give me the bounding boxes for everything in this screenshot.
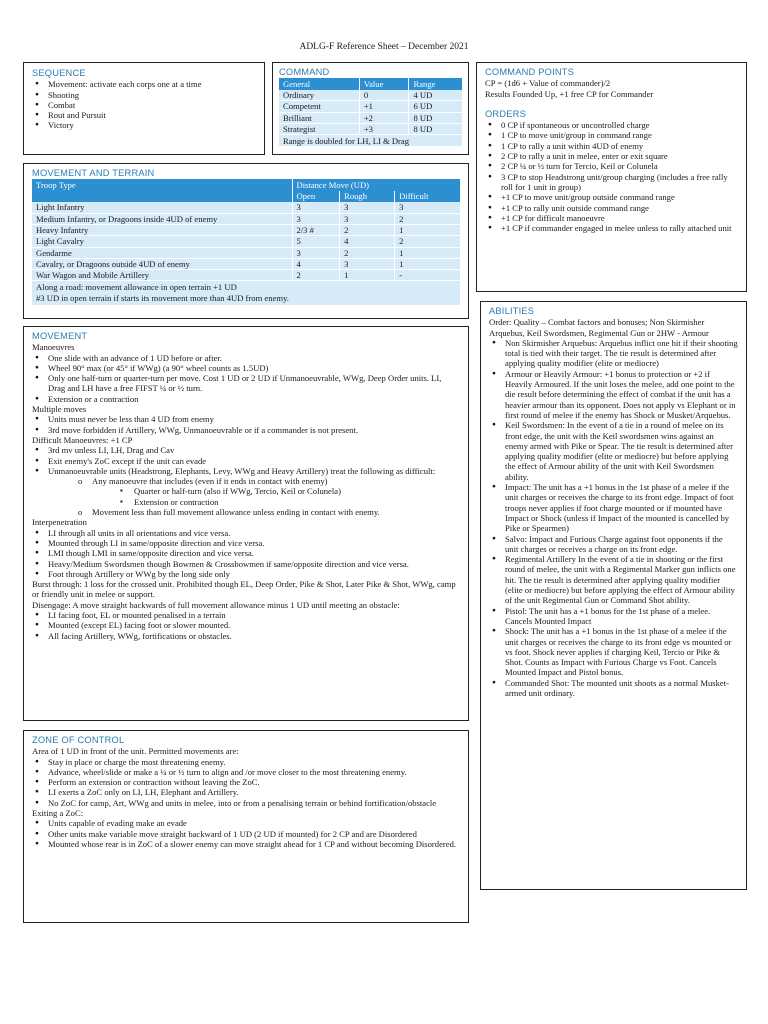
table-cell: 2 — [340, 247, 395, 258]
table-cell: 3 — [395, 202, 460, 213]
table-cell: 2 — [395, 213, 460, 224]
table-cell: Ordinary — [279, 90, 359, 101]
list-item: ▪ Extension or contraction — [120, 497, 460, 507]
table-cell: Brilliant — [279, 112, 359, 123]
command-col-general: General — [279, 78, 359, 89]
list-item: ● 2 CP ¼ or ½ turn for Tercio, Keil or Colunela — [485, 161, 738, 171]
table-row — [279, 123, 462, 134]
movement-panel — [23, 326, 469, 721]
col-difficult: Difficult — [395, 191, 460, 202]
command-col-range: Range — [409, 78, 462, 89]
command-panel — [272, 62, 469, 155]
list-item: ● Mounted through LI in same/opposite direction and vice versa. — [32, 538, 460, 548]
disengage-text: Disengage: A move straight backwards of full movement allowance minus 1 UD until meeting an obstacle: — [32, 599, 400, 610]
abilities-list — [489, 338, 738, 698]
list-item: ● +1 CP to move unit/group outside command range — [485, 192, 738, 202]
table-row — [32, 247, 460, 258]
list-item: ● LI exerts a ZoC only on LI, LH, Elephant and Artillery. — [32, 787, 460, 797]
list-item — [78, 476, 460, 507]
abilities-panel — [480, 301, 747, 890]
table-cell: Medium Infantry, or Dragoons inside 4UD of enemy — [32, 213, 292, 224]
table-row — [32, 202, 460, 213]
manoeuvres-title: Manoeuvres — [32, 342, 75, 353]
troop-type-header: Troop Type — [32, 179, 292, 190]
list-item: ● Wheel 90° max (or 45° if WWg) (a 90° wheel counts as 1.5UD) — [32, 363, 460, 373]
list-item: ● 1 CP to rally a unit within 4UD of enemy — [485, 141, 738, 151]
difficult-manoeuvres-title: Difficult Manoeuvres: +1 CP — [32, 434, 133, 445]
list-item: ● 3rd mv unless LI, LH, Drag and Cav — [32, 445, 460, 455]
list-item: ● Non Skirmisher Arquebus: Arquebus inflict one hit if their shooting total is tied with their target. The tie result is determined after applying quality modifier (elite or mediocre) — [489, 338, 738, 369]
table-cell: 2 — [340, 224, 395, 235]
table-row — [32, 213, 460, 224]
movement-terrain-table — [32, 179, 460, 305]
list-item: ● Other units make variable move straight backward of 1 UD (2 UD if mounted) for 2 CP and are Disordered — [32, 829, 460, 839]
zoc-list — [32, 757, 460, 808]
table-cell: 2 — [395, 236, 460, 247]
list-item: ● Stay in place or charge the most threatening enemy. — [32, 757, 460, 767]
table-cell: Light Cavalry — [32, 236, 292, 247]
list-item: ● Mounted (except EL) facing foot or slower mounted. — [32, 620, 460, 630]
sub-sub-list — [120, 486, 460, 507]
list-item: ● 0 CP if spontaneous or uncontrolled charge — [485, 120, 738, 130]
table-cell: 2 — [292, 270, 340, 281]
list-item: ● Armour or Heavily Armour: +1 bonus to protection or +2 if Heavily Armoured. If the unit loses the melee, add one point to the die result before determining the effect of combat if the unit has a heavier armour than its opponent. Does not apply vs Elephant or in first round of melee if the enemy has Shock or Musket/Arquebus. — [489, 369, 738, 420]
list-item: ● Shock: The unit has a +1 bonus in the 1st phase of a melee if the unit charges or receives the charge to its front edge vs mounted or vs foot. Shock never applies if charging Keil, Tercio or Pike & Shot. Counts as Impact with Furious Charge vs Foot. Cancels Mounted Impact and Pistol bonus. — [489, 626, 738, 677]
list-item: ▪ Quarter or half-turn (also if WWg, Tercio, Keil or Colunela) — [120, 486, 460, 496]
list-item: ● One slide with an advance of 1 UD before or after. — [32, 353, 460, 363]
table-cell: 3 — [340, 202, 395, 213]
sequence-panel — [23, 62, 265, 155]
list-item: ● Shooting — [32, 90, 256, 100]
table-cell: 3 — [292, 202, 340, 213]
table-cell: +3 — [359, 123, 409, 134]
table-cell: 0 — [359, 90, 409, 101]
col-rough: Rough — [340, 191, 395, 202]
list-item: ● Impact: The unit has a +1 bonus in the 1st phase of a melee if the unit charges or receives the charge to its front edge. Impact of foot troops never applies if foot charge mounted or if mounted have Impact or Shock (unless if Impact of the mounted is cancelled by Pike or Spearmen) — [489, 482, 738, 533]
road-note: Along a road: movement allowance in open terrain +1 UD — [32, 281, 460, 293]
command-points-formula: CP = (1d6 + Value of commander)/2 — [485, 78, 611, 89]
list-item — [32, 466, 460, 517]
zoc-exit-title: Exiting a ZoC: — [32, 808, 84, 819]
disengage-list — [32, 610, 460, 641]
multiple-moves-title: Multiple moves — [32, 404, 87, 415]
list-item: ● Perform an extension or contraction without leaving the ZoC. — [32, 777, 460, 787]
table-cell: War Wagon and Mobile Artillery — [32, 270, 292, 281]
command-points-heading: COMMAND POINTS — [485, 67, 575, 77]
table-cell: Competent — [279, 101, 359, 112]
abilities-intro: Order: Quality – Combat factors and bonuses; Non Skirmisher Arquebus, Keil Swordsmen, Regimental Gun or 2HW - Armour — [489, 317, 709, 338]
table-row — [32, 258, 460, 269]
table-cell: Light Infantry — [32, 202, 292, 213]
list-item: ● Victory — [32, 120, 256, 130]
movement-terrain-panel — [23, 163, 469, 319]
list-item: ● Exit enemy's ZoC except if the unit can evade — [32, 456, 460, 466]
manoeuvres-list — [32, 353, 460, 404]
table-cell: +2 — [359, 112, 409, 123]
list-item: ● Mounted whose rear is in ZoC of a slower enemy can move straight ahead for 1 CP and without becoming Disordered. — [32, 839, 460, 849]
table-cell: +1 — [359, 101, 409, 112]
list-item: ● Salvo: Impact and Furious Charge against foot opponents if the unit charges or receives a charge on its front edge. — [489, 534, 738, 555]
list-item: ● Only one half-turn or quarter-turn per move. Cost 1 UD or 2 UD if Unmanoeuvrable, WWg, Deep Order units. LI, Drag and LH have a free FIFST ¼ or ½ turn. — [32, 373, 460, 394]
heavy-infantry-note: #3 UD in open terrain if starts its movement more than 4UD from enemy. — [32, 293, 460, 305]
sequence-heading: SEQUENCE — [32, 68, 86, 78]
list-item-text: Any manoeuvre that includes (even if it ends in contact with enemy) — [92, 476, 328, 487]
table-cell: 1 — [395, 224, 460, 235]
list-item: ● LI facing foot, EL or mounted penalised in a terrain — [32, 610, 460, 620]
table-cell: 8 UD — [409, 123, 462, 134]
table-cell: 4 — [292, 258, 340, 269]
table-cell: Heavy Infantry — [32, 224, 292, 235]
command-points-panel — [476, 62, 747, 292]
table-row — [279, 90, 462, 101]
sequence-list — [32, 79, 256, 130]
list-item: ● Movement: activate each corps one at a time — [32, 79, 256, 89]
command-range-note: Range is doubled for LH, LI & Drag — [279, 135, 462, 146]
table-cell: 1 — [340, 270, 395, 281]
list-item: ● Units capable of evading make an evade — [32, 818, 460, 828]
burst-through-text: Burst through: 1 loss for the crossed unit. Prohibited though EL, Deep Order, Pike & Shot, Later Pike & Shot, WWg, camp or friendly unit in melee or support. — [32, 579, 456, 600]
list-item: ● Rout and Pursuit — [32, 110, 256, 120]
list-item: ● Extension or a contraction — [32, 394, 460, 404]
table-cell: 1 — [395, 258, 460, 269]
table-cell: 3 — [292, 213, 340, 224]
list-item-text: Unmanoeuvrable units (Headstrong, Elephants, Levy, WWg and Heavy Artillery) treat the following as difficult: — [48, 465, 436, 476]
list-item: ● All facing Artillery, WWg, fortifications or obstacles. — [32, 631, 460, 641]
multiple-moves-list — [32, 414, 460, 435]
table-cell: Cavalry, or Dragoons outside 4UD of enemy — [32, 258, 292, 269]
zoc-panel — [23, 730, 469, 923]
command-col-value: Value — [359, 78, 409, 89]
sub-list — [78, 476, 460, 517]
difficult-manoeuvres-list — [32, 445, 460, 517]
orders-list — [485, 120, 738, 233]
page-title: ADLG-F Reference Sheet – December 2021 — [299, 42, 469, 52]
list-item: ● Keil Swordsmen: In the event of a tie in a round of melee on its front edge, the unit with the Keil swordsmen wins against an enemy armed with Pike or Spear. The tie result is determined after applying quality modifier (elite or mediocre) but before applying the effect of Armour ability of the unit with Keil Swordsmen ability. — [489, 420, 738, 482]
command-points-note: Results Founded Up, +1 free CP for Commander — [485, 88, 654, 99]
table-cell: 4 UD — [409, 90, 462, 101]
list-item: ● 3rd move forbidden if Artillery, WWg, Unmanoeuvrable or if a commander is not present. — [32, 425, 460, 435]
list-item: ● 3 CP to stop Headstrong unit/group charging (includes a free rally roll for 1 unit in group) — [485, 172, 738, 193]
table-cell: 3 — [340, 213, 395, 224]
table-cell: - — [395, 270, 460, 281]
table-cell: 6 UD — [409, 101, 462, 112]
table-cell: 5 — [292, 236, 340, 247]
table-cell: 1 — [395, 247, 460, 258]
list-item: ● Commanded Shot: The mounted unit shoots as a normal Musket-armed unit ordinary. — [489, 678, 738, 699]
list-item: ● Heavy/Medium Swordsmen though Bowmen & Crossbowmen if same/opposite direction and vice versa. — [32, 559, 460, 569]
zoc-intro: Area of 1 UD in front of the unit. Permitted movements are: — [32, 746, 239, 757]
table-cell: 3 — [340, 258, 395, 269]
list-item: ● Foot through Artillery or WWg by the long side only — [32, 569, 460, 579]
orders-heading: ORDERS — [485, 108, 526, 119]
table-cell: Strategist — [279, 123, 359, 134]
table-row — [279, 101, 462, 112]
list-item: ● +1 CP if commander engaged in melee unless to rally attached unit — [485, 223, 738, 233]
list-item: ● Advance, wheel/slide or make a ¼ or ½ turn to align and /or move closer to the most threatening enemy. — [32, 767, 460, 777]
interpenetration-list — [32, 528, 460, 579]
table-cell: 3 — [292, 247, 340, 258]
table-cell: 8 UD — [409, 112, 462, 123]
list-item: ● +1 CP to rally unit outside command range — [485, 203, 738, 213]
list-item: ● +1 CP for difficult manoeuvre — [485, 213, 738, 223]
list-item: ● No ZoC for camp, Art, WWg and units in melee, into or from a penalising terrain or behind fortification/obstacle — [32, 798, 460, 808]
list-item: ● LI through all units in all orientations and vice versa. — [32, 528, 460, 538]
abilities-heading: ABILITIES — [489, 306, 535, 316]
list-item: ● Pistol: The unit has a +1 bonus for the 1st phase of a melee. Cancels Mounted Impact — [489, 606, 738, 627]
col-open: Open — [292, 191, 340, 202]
table-row — [32, 236, 460, 247]
table-row — [32, 270, 460, 281]
distance-header: Distance Move (UD) — [292, 179, 460, 190]
command-table — [279, 78, 462, 146]
list-item: ● Combat — [32, 100, 256, 110]
movement-heading: MOVEMENT — [32, 331, 88, 341]
list-item: ● 1 CP to move unit/group in command range — [485, 130, 738, 140]
list-item: ● Units must never be less than 4 UD from enemy — [32, 414, 460, 424]
list-item: ● LMI though LMI in same/opposite direction and vice versa. — [32, 548, 460, 558]
zoc-heading: ZONE OF CONTROL — [32, 735, 125, 745]
table-cell: 4 — [340, 236, 395, 247]
list-item: o Movement less than full movement allowance unless ending in contact with enemy. — [78, 507, 460, 517]
table-row — [32, 224, 460, 235]
table-row — [279, 112, 462, 123]
interpenetration-title: Interpenetration — [32, 517, 87, 528]
zoc-exit-list — [32, 818, 460, 849]
table-cell: Gendarme — [32, 247, 292, 258]
table-cell: 2/3 # — [292, 224, 340, 235]
movement-terrain-heading: MOVEMENT AND TERRAIN — [32, 168, 155, 178]
list-item: ● 2 CP to rally a unit in melee, enter or exit square — [485, 151, 738, 161]
command-heading: COMMAND — [279, 67, 330, 77]
list-item: ● Regimental Artillery In the event of a tie in shooting or the first round of melee, the unit with a Regimental Marker gun inflicts one hit. The tie result is determined after applying quality modifier (elite or mediocre) but before applying the effect of Armour ability of the unit Regimental Gun or Command Shot ability. — [489, 554, 738, 605]
